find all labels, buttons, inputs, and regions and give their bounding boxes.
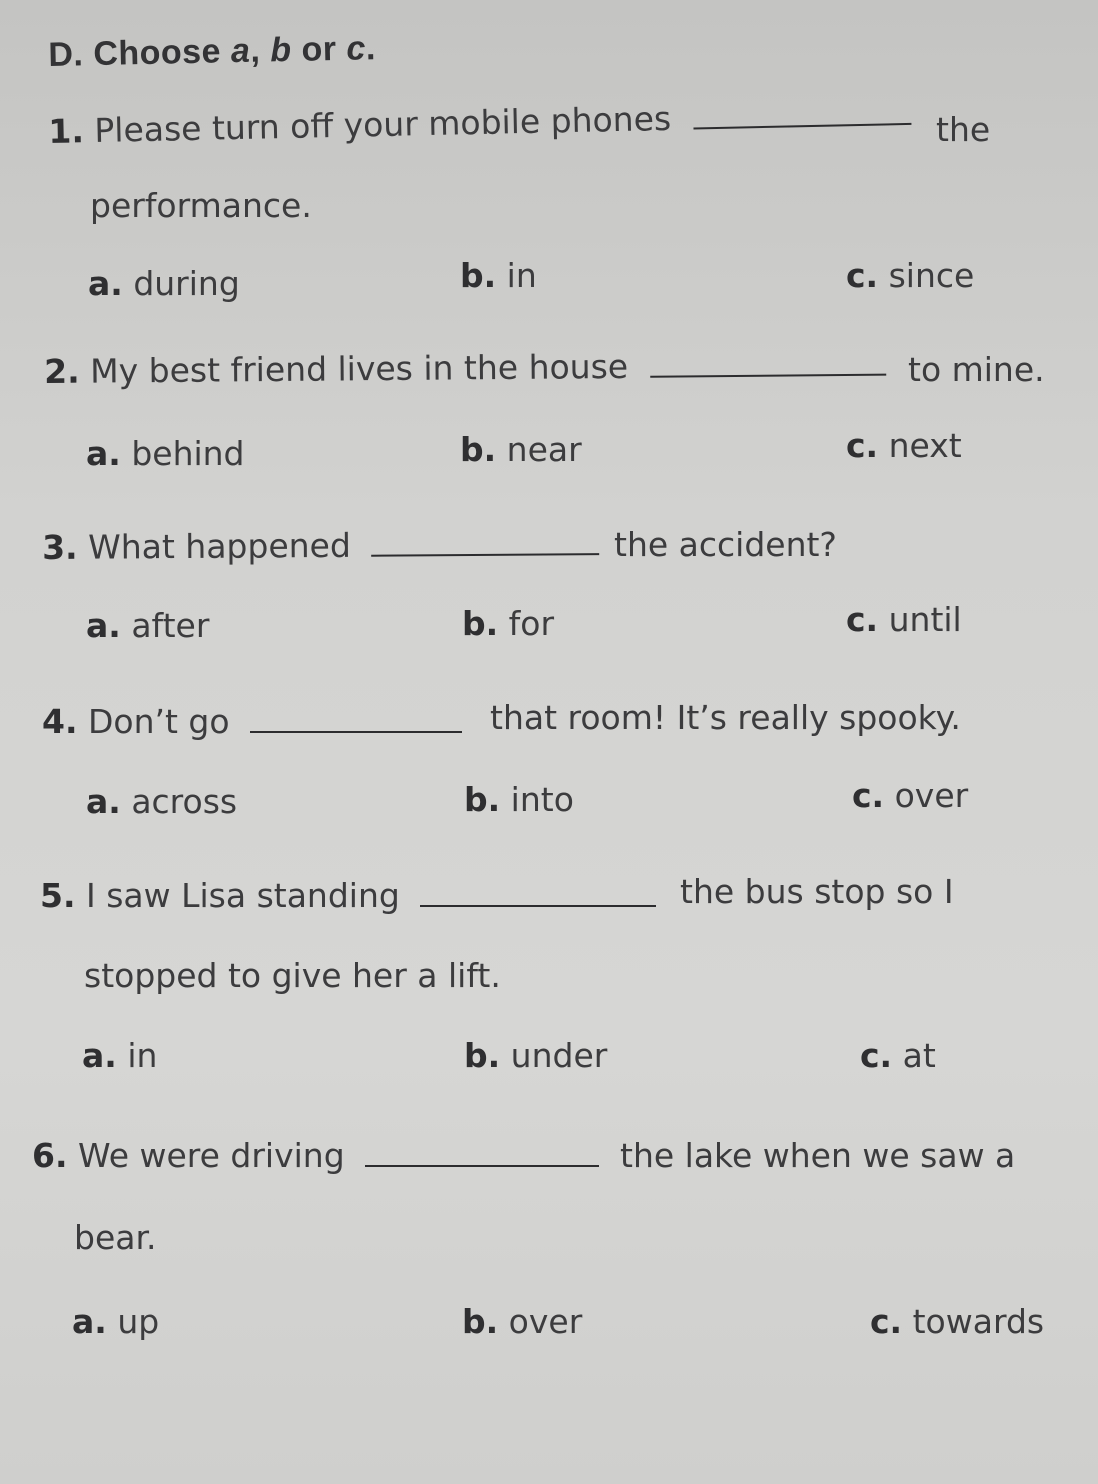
question-2-option-b[interactable]: b. near: [460, 430, 582, 469]
question-2-line: [44, 345, 887, 391]
question-6-after: the lake when we saw a: [620, 1136, 1016, 1175]
question-6-option-c[interactable]: c. towards: [870, 1302, 1045, 1341]
question-5-blank[interactable]: [420, 879, 656, 907]
question-1-number: 1.: [48, 111, 85, 151]
question-3-option-a[interactable]: a. after: [86, 606, 210, 645]
question-5-line: [40, 876, 656, 915]
question-5-number: 5.: [40, 876, 76, 915]
question-2-after: to mine.: [908, 350, 1045, 389]
question-6-continuation: bear.: [74, 1218, 157, 1257]
question-5-after: the bus stop so I: [680, 872, 954, 911]
question-2-number: 2.: [44, 351, 80, 391]
question-5-continuation: stopped to give her a lift.: [84, 956, 501, 995]
exercise-heading: D. Choose a, b or c.: [48, 29, 377, 74]
question-2-option-c[interactable]: c. next: [846, 426, 962, 465]
question-1-option-a[interactable]: a. during: [88, 264, 240, 303]
question-6-line: [32, 1136, 599, 1175]
question-3-option-c[interactable]: c. until: [846, 600, 962, 639]
question-4-line: [42, 702, 462, 741]
question-5-option-b[interactable]: b. under: [464, 1036, 608, 1075]
question-1-continuation: performance.: [90, 186, 312, 225]
question-1-option-c[interactable]: c. since: [846, 256, 975, 295]
question-1-after: the: [936, 110, 991, 149]
question-1-blank[interactable]: [693, 97, 912, 130]
question-5-option-c[interactable]: c. at: [860, 1036, 936, 1075]
question-1-option-b[interactable]: b. in: [460, 256, 537, 295]
question-5-text: I saw Lisa standing: [86, 876, 400, 915]
question-4-option-a[interactable]: a. across: [86, 782, 238, 821]
question-4-option-c[interactable]: c. over: [852, 776, 969, 815]
question-2-blank[interactable]: [650, 348, 886, 378]
question-6-option-a[interactable]: a. up: [72, 1302, 160, 1341]
question-1-line: [48, 94, 912, 151]
question-4-number: 4.: [42, 702, 78, 741]
question-4-option-b[interactable]: b. into: [464, 780, 574, 819]
question-6-blank[interactable]: [365, 1139, 599, 1167]
question-3-after: the accident?: [614, 525, 837, 564]
question-4-text: Don’t go: [88, 702, 230, 741]
question-5-option-a[interactable]: a. in: [82, 1036, 158, 1075]
question-6-option-b[interactable]: b. over: [462, 1302, 583, 1341]
question-3-option-b[interactable]: b. for: [462, 604, 555, 643]
question-3-text: What happened: [87, 525, 351, 567]
question-4-blank[interactable]: [250, 705, 462, 733]
question-2-option-a[interactable]: a. behind: [86, 434, 245, 473]
question-3-number: 3.: [42, 527, 78, 567]
question-3-blank[interactable]: [371, 527, 599, 557]
question-1-text: Please turn off your mobile phones: [93, 98, 672, 151]
question-3-line: [42, 524, 599, 567]
question-4-after: that room! It’s really spooky.: [490, 698, 961, 737]
question-6-text: We were driving: [78, 1136, 345, 1175]
question-6-number: 6.: [32, 1136, 68, 1175]
question-2-text: My best friend lives in the house: [89, 346, 629, 391]
